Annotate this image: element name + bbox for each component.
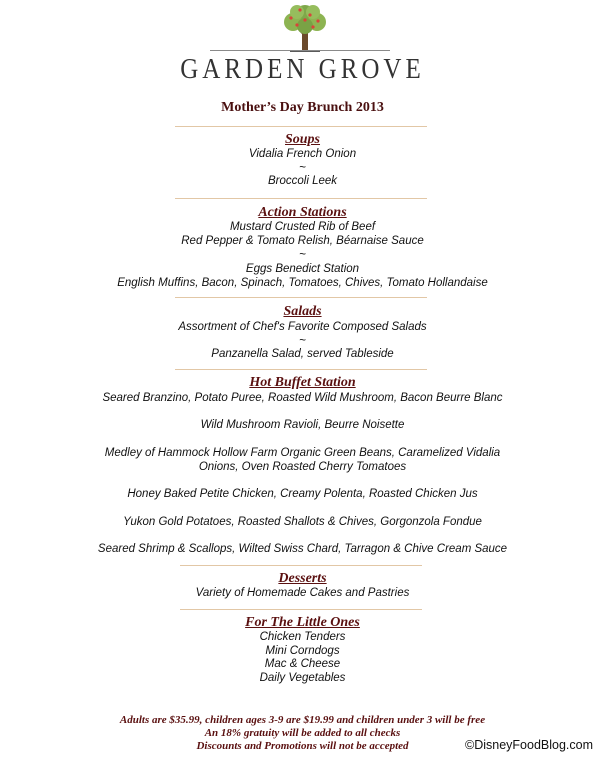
menu-item: Variety of Homemade Cakes and Pastries: [195, 587, 410, 599]
menu-item: Panzanella Salad, served Tableside: [211, 348, 394, 360]
section-divider: [175, 369, 427, 370]
menu-item-separator: ~: [299, 335, 306, 347]
menu-item: Honey Baked Petite Chicken, Creamy Polenta, Roasted Chicken Jus: [127, 488, 478, 500]
section-heading-soups: Soups: [284, 132, 321, 147]
section-divider: [175, 126, 427, 127]
menu-item-separator: ~: [299, 162, 306, 174]
pricing-note: Adults are $35.99, children ages 3-9 are $19.99 and children under 3 will be free: [119, 714, 486, 726]
menu-item: Red Pepper & Tomato Relish, Béarnaise Sauce: [181, 235, 424, 247]
menu-item: Broccoli Leek: [267, 175, 338, 187]
brand-name: GARDEN GROVE: [180, 54, 425, 85]
menu-item: Mustard Crusted Rib of Beef: [229, 221, 376, 233]
logo-divider: [210, 50, 390, 51]
menu-item: English Muffins, Bacon, Spinach, Tomatoes, Chives, Tomato Hollandaise: [117, 277, 488, 289]
menu-item: Eggs Benedict Station: [245, 263, 360, 275]
menu-item: Seared Branzino, Potato Puree, Roasted Wild Mushroom, Bacon Beurre Blanc: [102, 392, 503, 404]
section-heading-desserts: Desserts: [278, 571, 327, 586]
menu-item: Assortment of Chef's Favorite Composed Salads: [178, 321, 427, 333]
section-divider: [180, 609, 422, 610]
menu-item: Yukon Gold Potatoes, Roasted Shallots & Chives, Gorgonzola Fondue: [123, 516, 482, 528]
section-divider: [180, 565, 422, 566]
section-divider: [175, 198, 427, 199]
menu-item: Mac & Cheese: [264, 658, 341, 670]
discount-note: Discounts and Promotions will not be accepted: [196, 740, 409, 752]
gratuity-note: An 18% gratuity will be added to all checks: [204, 727, 401, 739]
menu-item: Daily Vegetables: [259, 672, 346, 684]
menu-item: Mini Corndogs: [265, 645, 340, 657]
section-heading-hot-buffet: Hot Buffet Station: [249, 375, 356, 390]
menu-item: Wild Mushroom Ravioli, Beurre Noisette: [200, 419, 405, 431]
section-heading-little-ones: For The Little Ones: [245, 615, 360, 630]
menu-item: Chicken Tenders: [259, 631, 346, 643]
menu-item: Seared Shrimp & Scallops, Wilted Swiss Chard, Tarragon & Chive Cream Sauce: [97, 543, 508, 555]
menu-item: Medley of Hammock Hollow Farm Organic Green Beans, Caramelized Vidalia: [104, 447, 501, 459]
menu-item: Onions, Oven Roasted Cherry Tomatoes: [198, 461, 407, 473]
menu-item: Vidalia French Onion: [248, 148, 357, 160]
section-heading-action-stations: Action Stations: [258, 205, 347, 220]
watermark-credit: ©DisneyFoodBlog.com: [464, 738, 593, 752]
section-heading-salads: Salads: [283, 304, 322, 319]
menu-item-separator: ~: [299, 249, 306, 261]
menu-title: Mother’s Day Brunch 2013: [221, 100, 384, 115]
section-divider: [175, 297, 427, 298]
